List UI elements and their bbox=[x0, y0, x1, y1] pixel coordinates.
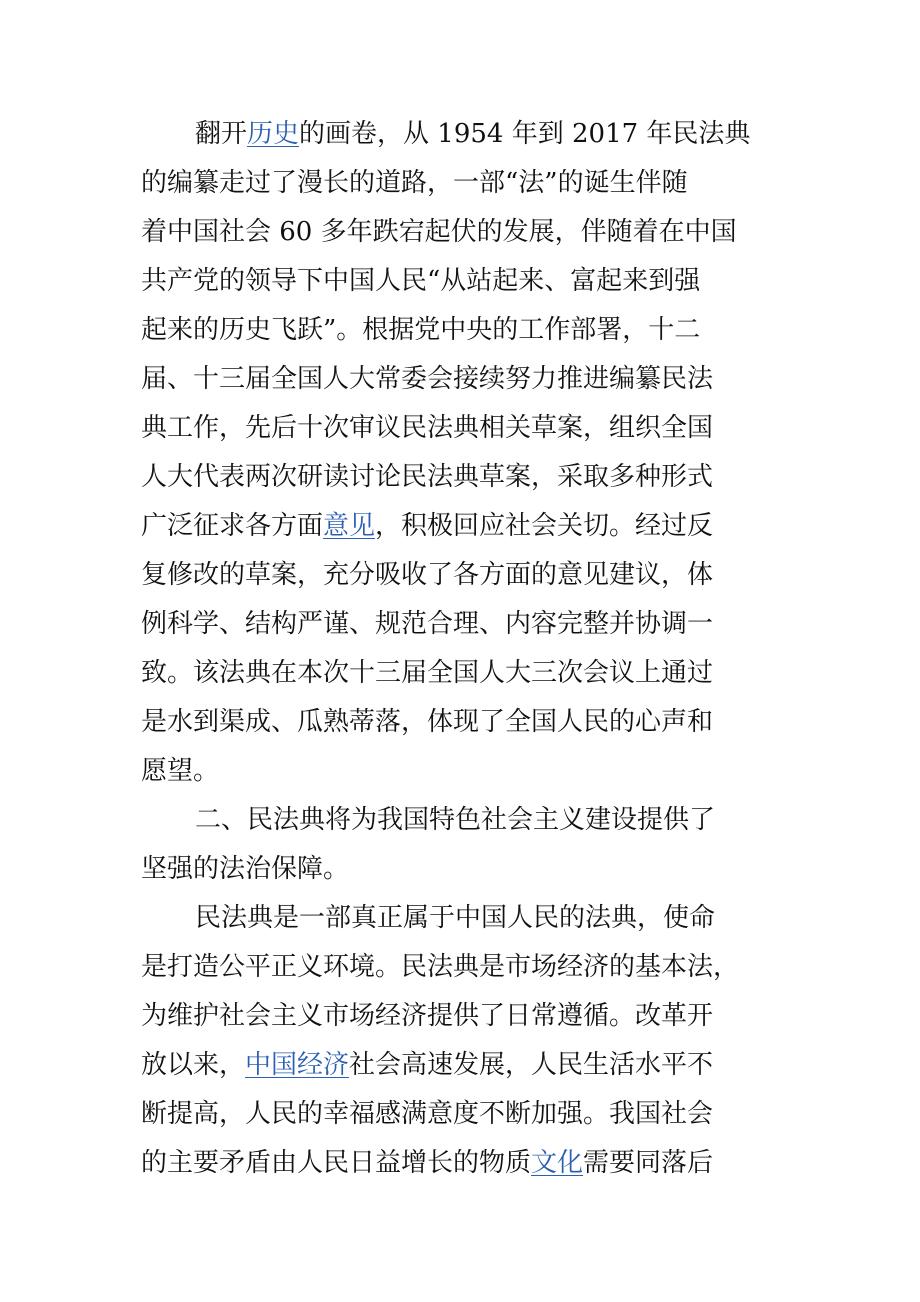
text-run: 坚强的法治保障。 bbox=[141, 854, 350, 884]
hyperlink[interactable]: 文化 bbox=[531, 1148, 584, 1178]
text-line bbox=[141, 355, 781, 404]
text-line bbox=[141, 943, 781, 992]
text-line bbox=[141, 845, 781, 894]
hyperlink[interactable]: 中国经济 bbox=[245, 1050, 350, 1080]
text-run: 是水到渠成、瓜熟蒂落，体现了全国人民的心声和 bbox=[141, 707, 714, 737]
text-run: 为维护社会主义市场经济提供了日常遵循。改革开 bbox=[141, 1001, 714, 1031]
text-run: 需要同落后 bbox=[583, 1148, 714, 1178]
text-run: 届、十三届全国人大常委会接续努力推进编纂民法 bbox=[141, 364, 714, 394]
text-line bbox=[141, 796, 781, 845]
text-run: 社会高速发展，人民生活水平不 bbox=[349, 1050, 714, 1080]
text-run: 人大代表两次研读讨论民法典草案，采取多种形式 bbox=[141, 462, 714, 492]
text-line bbox=[141, 992, 781, 1041]
text-line bbox=[141, 453, 781, 502]
document-body bbox=[141, 110, 781, 1188]
text-line bbox=[141, 257, 781, 306]
text-run: 致。该法典在本次十三届全国人大三次会议上通过 bbox=[141, 658, 714, 688]
text-line bbox=[141, 159, 781, 208]
text-line bbox=[141, 1041, 781, 1090]
text-run: 复修改的草案，充分吸收了各方面的意见建议，体 bbox=[141, 560, 714, 590]
text-run: 的编纂走过了漫长的道路，一部“法”的诞生伴随 bbox=[141, 168, 688, 198]
text-run: 起来的历史飞跃”。根据党中央的工作部署，十二 bbox=[141, 315, 701, 345]
text-line bbox=[141, 649, 781, 698]
text-line bbox=[141, 306, 781, 355]
text-run: 断提高，人民的幸福感满意度不断加强。我国社会 bbox=[141, 1099, 714, 1129]
text-run: 是打造公平正义环境。民法典是市场经济的基本法， bbox=[141, 952, 740, 982]
text-line bbox=[141, 600, 781, 649]
text-line bbox=[141, 502, 781, 551]
text-run: 着中国社会 60 多年跌宕起伏的发展，伴随着在中国 bbox=[141, 217, 737, 247]
text-run: 广泛征求各方面 bbox=[141, 511, 324, 541]
text-run: ，积极回应社会关切。经过反 bbox=[375, 511, 714, 541]
text-run: 的画卷，从 1954 年到 2017 年民法典 bbox=[299, 119, 751, 149]
text-run: 放以来， bbox=[141, 1050, 246, 1080]
text-run: 的主要矛盾由人民日益增长的物质 bbox=[141, 1148, 532, 1178]
hyperlink[interactable]: 意见 bbox=[323, 511, 376, 541]
text-run: 例科学、结构严谨、规范合理、内容完整并协调一 bbox=[141, 609, 714, 639]
text-line bbox=[141, 551, 781, 600]
text-run: 典工作，先后十次审议民法典相关草案，组织全国 bbox=[141, 413, 714, 443]
text-run: 共产党的领导下中国人民“从站起来、富起来到强 bbox=[141, 266, 701, 296]
text-run: 愿望。 bbox=[141, 756, 220, 786]
text-run: 民法典是一部真正属于中国人民的法典，使命 bbox=[195, 903, 716, 933]
text-line bbox=[141, 404, 781, 453]
text-line bbox=[141, 208, 781, 257]
hyperlink[interactable]: 历史 bbox=[247, 119, 300, 149]
text-run: 二、民法典将为我国特色社会主义建设提供了 bbox=[195, 805, 716, 835]
text-line bbox=[141, 698, 781, 747]
text-line bbox=[141, 110, 781, 159]
text-line bbox=[141, 1090, 781, 1139]
text-line bbox=[141, 894, 781, 943]
text-line bbox=[141, 747, 781, 796]
text-run: 翻开 bbox=[195, 119, 248, 149]
text-line bbox=[141, 1139, 781, 1188]
